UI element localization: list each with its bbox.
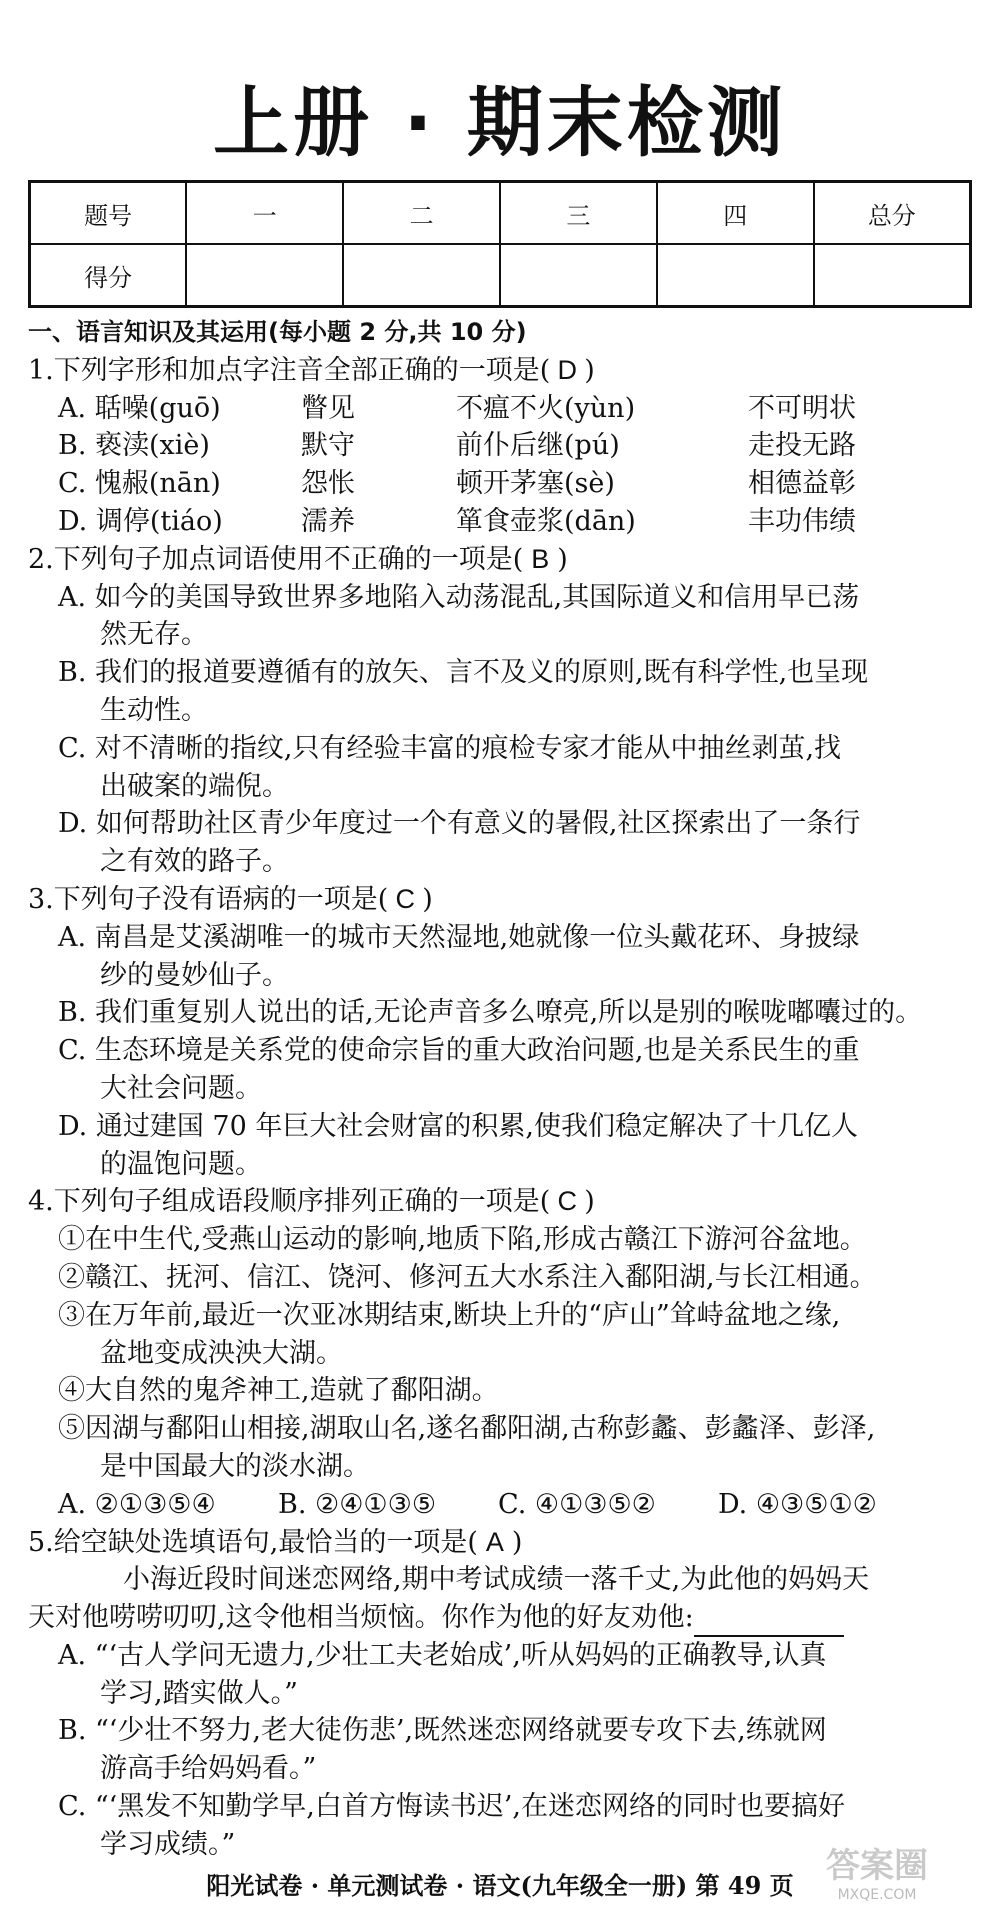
score-table [28, 180, 972, 308]
score-header-cell: 三 [500, 182, 657, 245]
text-line [28, 1070, 972, 1108]
answer-mark: D [557, 354, 578, 385]
line-text: A. “‘古人学问无遗力,少壮工夫老始成’,听从妈妈的正确教导,认真 [58, 1639, 827, 1671]
line-text: C. “‘黑发不知勤学早,白首方悔读书迟’,在迷恋网络的同时也要搞好 [58, 1791, 845, 1823]
line-text: ③在万年前,最近一次亚冰期结束,断块上升的“庐山”耸峙盆地之缘, [58, 1299, 841, 1331]
line-text: D. 如何帮助社区青少年度过一个有意义的暑假,社区探索出了一条行 [58, 808, 861, 840]
question-content [28, 314, 972, 1864]
line-text: 1.下列字形和加点字注音全部正确的一项是( [28, 354, 551, 386]
line-text: 一、语言知识及其运用(每小题 2 分,共 10 分) [28, 318, 527, 346]
line-text: ⑤因湖与鄱阳山相接,湖取山名,遂名鄱阳湖,古称彭蠡、彭蠡泽、彭泽, [58, 1413, 876, 1445]
watermark-logo: 答案圈 [826, 1846, 928, 1886]
line-text: 3.下列句子没有语病的一项是( [28, 883, 389, 915]
text-line [28, 1372, 972, 1410]
line-text: 5.给空缺处选填语句,最恰当的一项是( [28, 1526, 478, 1558]
option-cell: A. 聒噪(guō) [58, 392, 221, 424]
line-text: 4.下列句子组成语段顺序排列正确的一项是( [28, 1186, 551, 1218]
text-line [28, 1183, 972, 1221]
line-text: 的温饱问题。 [100, 1148, 262, 1180]
text-line [28, 919, 972, 957]
text-line [28, 1146, 972, 1184]
text-line [28, 843, 972, 881]
option-cell: D. ④③⑤①② [718, 1488, 877, 1520]
line-text: C. 对不清晰的指纹,只有经验丰富的痕检专家才能从中抽丝剥茧,找 [58, 732, 842, 764]
line-text: 盆地变成泱泱大湖。 [100, 1337, 343, 1369]
text-line [28, 1524, 972, 1562]
option-cell: 不瘟不火(yùn) [456, 392, 636, 424]
score-header-cell: 四 [657, 182, 814, 245]
text-line [28, 1486, 972, 1524]
text-line [28, 768, 972, 806]
score-table-header-row [30, 182, 971, 245]
text-line [28, 352, 972, 390]
text-line [28, 994, 972, 1032]
option-cell: 前仆后继(pú) [456, 430, 620, 462]
score-input-cell[interactable] [500, 244, 657, 307]
text-line [28, 1410, 972, 1448]
text-line [28, 579, 972, 617]
option-cell: B. 亵渎(xiè) [58, 430, 210, 462]
text-line [28, 957, 972, 995]
score-header-cell: 一 [186, 182, 343, 245]
closing-paren: ) [584, 1186, 595, 1218]
text-line [28, 1108, 972, 1146]
text-line [28, 1599, 972, 1637]
line-text: 出破案的端倪。 [100, 770, 289, 802]
text-line [28, 1561, 972, 1599]
line-text: ②赣江、抚河、信江、饶河、修河五大水系注入鄱阳湖,与长江相通。 [58, 1261, 877, 1293]
text-line [28, 805, 972, 843]
line-text: 小海近段时间迷恋网络,期中考试成绩一落千丈,为此他的妈妈天 [123, 1564, 870, 1596]
text-line [28, 1259, 972, 1297]
option-cell: 默守 [301, 430, 355, 462]
line-text: 生动性。 [100, 694, 208, 726]
text-line [28, 881, 972, 919]
score-input-cell[interactable] [343, 244, 500, 307]
line-text: 然无存。 [100, 619, 208, 651]
option-cell: 丰功伟绩 [748, 505, 856, 537]
option-cell: C. ④①③⑤② [498, 1488, 656, 1520]
line-text: A. 如今的美国导致世界多地陷入动荡混乱,其国际道义和信用早已荡 [58, 581, 860, 613]
text-line [28, 390, 972, 428]
text-line [28, 465, 972, 503]
option-cell: 顿开茅塞(sè) [456, 468, 615, 500]
line-text: 2.下列句子加点词语使用不正确的一项是( [28, 543, 524, 575]
option-cell: 走投无路 [748, 430, 856, 462]
score-header-cell: 题号 [30, 182, 187, 245]
closing-paren: ) [557, 543, 568, 575]
text-line [28, 1675, 972, 1713]
text-line [28, 1750, 972, 1788]
score-input-cell[interactable] [657, 244, 814, 307]
line-text: 学习,踏实做人。” [100, 1677, 298, 1709]
text-line [28, 1221, 972, 1259]
line-text: B. “‘少壮不努力,老大徒伤悲’,既然迷恋网络就要专攻下去,练就网 [58, 1715, 827, 1747]
text-line [28, 654, 972, 692]
line-text: 游高手给妈妈看。” [100, 1753, 317, 1785]
line-text: 是中国最大的淡水湖。 [100, 1450, 370, 1482]
option-cell: 不可明状 [748, 392, 856, 424]
text-line [28, 616, 972, 654]
line-text: B. 我们重复别人说出的话,无论声音多么嘹亮,所以是别的喉咙嘟囔过的。 [58, 997, 923, 1029]
text-line [28, 1335, 972, 1373]
text-line [28, 1297, 972, 1335]
closing-paren: ) [511, 1526, 523, 1558]
text-line [28, 1788, 972, 1826]
text-line [28, 1032, 972, 1070]
line-text: A. 南昌是艾溪湖唯一的城市天然湿地,她就像一位头戴花环、身披绿 [58, 921, 860, 953]
option-cell: 怨怅 [301, 468, 355, 500]
text-line [28, 730, 972, 768]
watermark-url: MXQE.COM [837, 1887, 917, 1903]
line-text: 大社会问题。 [100, 1072, 262, 1104]
answer-mark: C [395, 883, 416, 914]
line-text: D. 通过建国 70 年巨大社会财富的积累,使我们稳定解决了十几亿人 [58, 1110, 858, 1142]
score-input-cell[interactable] [814, 244, 971, 307]
option-cell: B. ②④①③⑤ [278, 1488, 437, 1520]
line-text: B. 我们的报道要遵循有的放矢、言不及义的原则,既有科学性,也呈现 [58, 657, 869, 689]
text-line [28, 1448, 972, 1486]
closing-paren: ) [584, 354, 595, 386]
answer-mark: C [557, 1186, 578, 1217]
line-text: 纱的曼妙仙子。 [100, 959, 289, 991]
score-table-score-row [30, 244, 971, 307]
line-text: ①在中生代,受燕山运动的影响,地质下陷,形成古赣江下游河谷盆地。 [58, 1224, 867, 1256]
option-cell: C. 愧赧(nān) [58, 468, 221, 500]
text-line [28, 692, 972, 730]
option-cell: 箪食壶浆(dān) [456, 505, 636, 537]
section-heading [28, 314, 972, 352]
line-text: 之有效的路子。 [100, 846, 289, 878]
text-line [28, 503, 972, 541]
line-text: ④大自然的鬼斧神工,造就了鄱阳湖。 [58, 1375, 499, 1407]
line-text: 学习成绩。” [100, 1828, 236, 1860]
text-line [28, 1712, 972, 1750]
answer-mark: B [531, 543, 550, 574]
option-cell: 相德益彰 [748, 468, 856, 500]
page-footer: 阳光试卷 · 单元测试卷 · 语文(九年级全一册) 第 49 页 [206, 1871, 794, 1900]
option-cell: 濡养 [301, 505, 355, 537]
text-line [28, 541, 972, 579]
text-line [28, 427, 972, 465]
line-text: 天对他唠唠叨叨,这令他相当烦恼。你作为他的好友劝他: [28, 1602, 694, 1634]
watermark [792, 1838, 962, 1908]
option-cell: 瞥见 [301, 392, 355, 424]
fill-in-blank[interactable] [694, 1609, 844, 1637]
line-text: C. 生态环境是关系党的使命宗旨的重大政治问题,也是关系民生的重 [58, 1035, 860, 1067]
score-header-cell: 总分 [814, 182, 971, 245]
score-input-cell[interactable] [186, 244, 343, 307]
score-header-cell: 二 [343, 182, 500, 245]
option-cell: D. 调停(tiáo) [58, 505, 223, 537]
option-cell: A. ②①③⑤④ [58, 1488, 216, 1520]
page-title: 上册 · 期末检测 [213, 78, 787, 167]
score-row-label: 得分 [30, 244, 187, 307]
text-line [28, 1637, 972, 1675]
answer-mark: A [485, 1526, 504, 1557]
closing-paren: ) [422, 883, 433, 915]
